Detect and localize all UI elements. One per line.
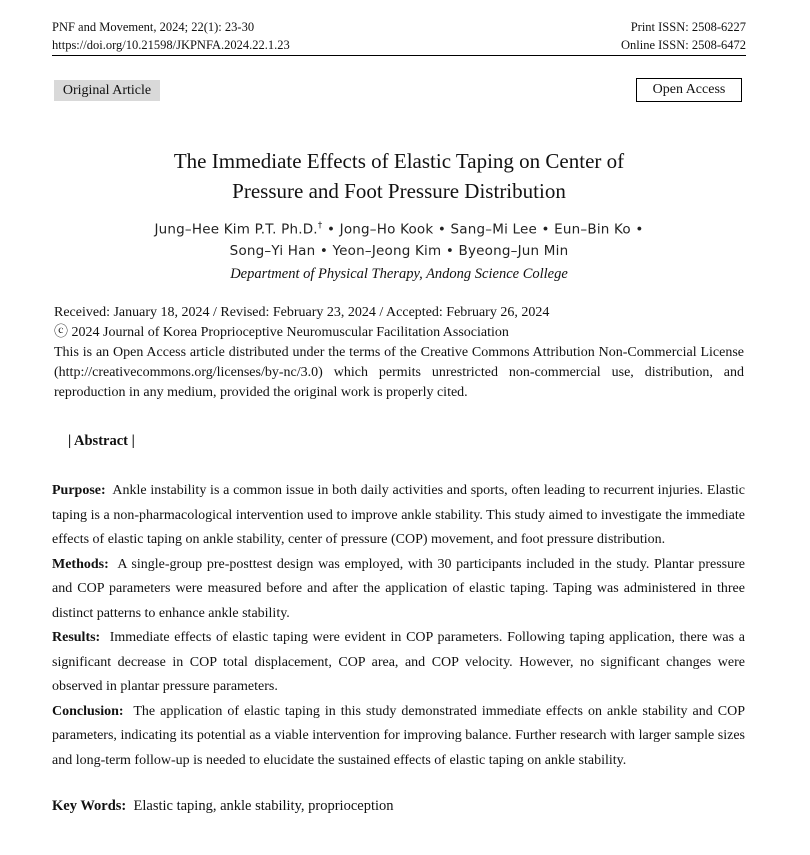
copyright-line: ⓒ 2024 Journal of Korea Proprioceptive Neuromuscular Facilitation Association [54, 325, 509, 340]
journal-header-left [52, 18, 290, 54]
article-dates: Received: January 18, 2024 / Revised: February 23, 2024 / Accepted: February 26, 2024 [54, 305, 550, 320]
open-access-badge: Open Access [636, 78, 742, 102]
affiliation: Department of Physical Therapy, Andong Science College [230, 266, 568, 282]
doi-link[interactable]: https://doi.org/10.21598/JKPNFA.2024.22.1.23 [52, 38, 290, 52]
title-line-2: Pressure and Foot Pressure Distribution [232, 179, 566, 203]
title-line-1: The Immediate Effects of Elastic Taping on Center of [173, 149, 625, 173]
keywords-text: Elastic taping, ankle stability, proprioception [133, 798, 394, 814]
abstract-purpose [52, 479, 745, 553]
article-title [52, 146, 746, 206]
license-statement: This is an Open Access article distributed under the terms of the Creative Commons Attribution Non-Commercial License (http://creativecommons.org/licenses/by-nc/3.0) which permits unrestricted non-commercial use, distribution, and reproduction in any medium, provided the original work is properly cited. [54, 345, 744, 400]
corresponding-mark: † [317, 221, 323, 231]
abstract-conclusion [52, 700, 745, 774]
author-line-2: Song–Yi Han • Yeon–Jeong Kim • Byeong–Jun Min [229, 242, 569, 259]
section-label: Purpose: [52, 483, 106, 498]
section-label: Conclusion: [52, 703, 124, 719]
section-text: The application of elastic taping in this study demonstrated immediate effects on ankle stability and COP parameters, indicating its potential as a viable intervention for improving balance. Further research with larger sample sizes and long-term follow-up is needed to elucidate the sustained effects of elastic taping on ankle stability. [52, 703, 745, 768]
journal-header-right [621, 18, 746, 54]
section-text: Ankle instability is a common issue in both daily activities and sports, often leading to recurrent injuries. Elastic taping is a non-pharmacological intervention used to improve ankle stability. This study aimed to investigate the immediate effects of elastic taping on ankle stability, center of pressure (COP) movement, and foot pressure distribution. [52, 483, 746, 547]
corresponding-author: Jung–Hee Kim P.T. Ph.D. [154, 221, 318, 238]
online-issn: Online ISSN: 2508-6472 [621, 38, 746, 52]
co-authors-1: • Jong–Ho Kook • Sang–Mi Lee • Eun–Bin Ko • [322, 221, 644, 238]
print-issn: Print ISSN: 2508-6227 [630, 20, 746, 34]
journal-citation: PNF and Movement, 2024; 22(1): 23-30 [52, 20, 255, 34]
keywords-label: Key Words: [52, 798, 127, 814]
article-type-badge: Original Article [54, 80, 160, 101]
author-line-1 [52, 216, 746, 241]
header-divider [52, 55, 746, 56]
section-label: Methods: [52, 556, 109, 572]
abstract-results [52, 626, 745, 700]
abstract-methods [52, 553, 745, 627]
abstract-heading: | Abstract | [68, 433, 135, 449]
abstract-body [52, 479, 745, 773]
section-text: A single-group pre-posttest design was employed, with 30 participants included in the study. Plantar pressure and COP parameters were measured before and after the application of elastic taping. Taping was administered in three distinct patterns to enhance ankle stability. [52, 556, 745, 621]
author-list [52, 216, 746, 262]
section-text: Immediate effects of elastic taping were evident in COP parameters. Following taping application, there was a significant decrease in COP total displacement, COP area, and COP velocity. However, no significant changes were observed in plantar pressure parameters. [52, 630, 745, 694]
section-label: Results: [52, 630, 101, 645]
keywords [52, 796, 394, 816]
